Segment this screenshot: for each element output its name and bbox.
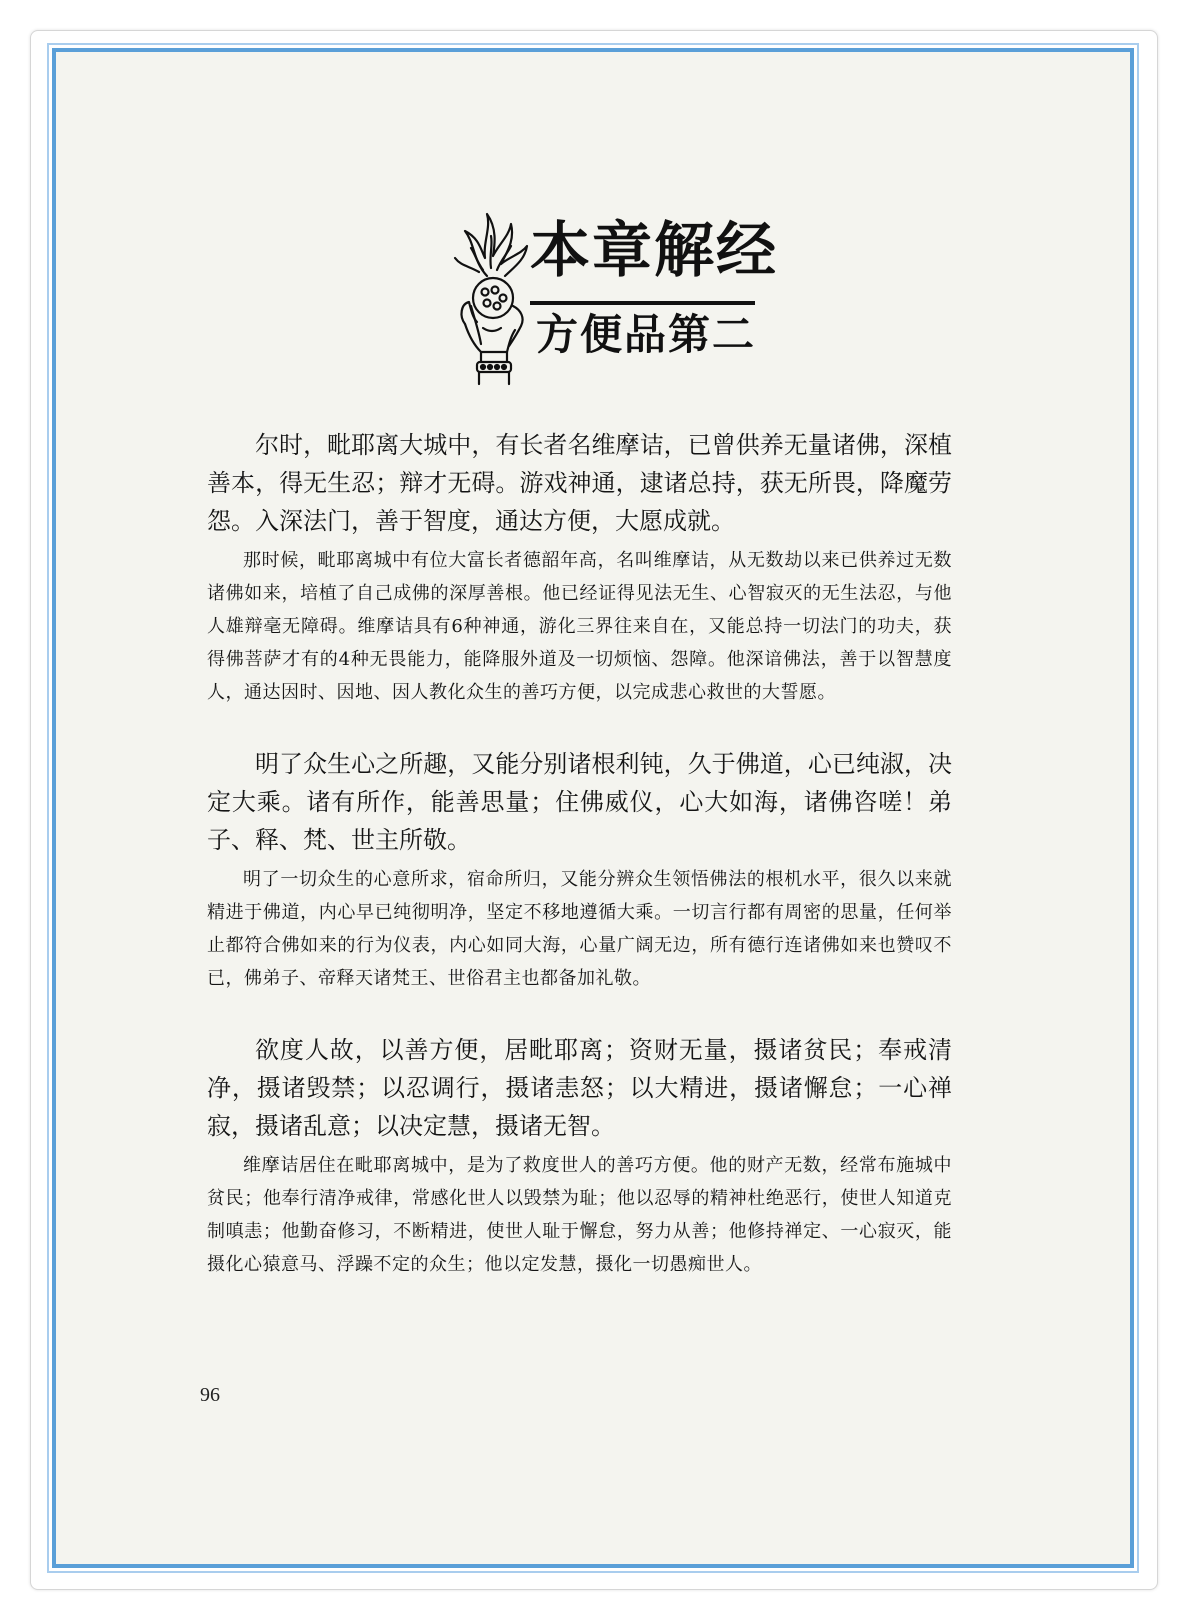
- chapter-subtitle: 方便品第二: [536, 310, 757, 359]
- explanation-text: 明了一切众生的心意所求，宿命所归，又能分辨众生领悟佛法的根机水平，很久以来就精进于佛道，内心早已纯彻明净，坚定不移地遵循大乘。一切言行都有周密的思量，任何举止都符合佛如来的行为仪表，内心如同大海，心量广阔无边，所有德行连诸佛如来也赞叹不已，佛弟子、帝释天诸梵王、世俗君主也都备加礼敬。: [207, 869, 952, 989]
- book-page: [60, 56, 1126, 1560]
- explanation-text: 维摩诘居住在毗耶离城中，是为了救度世人的善巧方便。他的财产无数，经常布施城中贫民；他奉行清净戒律，常感化世人以毁禁为耻；他以忍辱的精神杜绝恶行，使世人知道克制嗔恚；他勤奋修习，不断精进，使世人耻于懈怠，努力从善；他修持禅定、一心寂灭，能摄化心猿意马、浮躁不定的众生；他以定发慧，摄化一切愚痴世人。: [207, 1155, 952, 1275]
- page-content: [207, 426, 952, 1281]
- page-number: 96: [200, 1384, 220, 1406]
- chapter-title: 本章解经: [530, 216, 778, 286]
- passage-block: [207, 745, 952, 995]
- passage-block: [207, 426, 952, 709]
- passage-block: [207, 1031, 952, 1281]
- title-divider: [530, 301, 755, 305]
- sutra-text: 欲度人故，以善方便，居毗耶离；资财无量，摄诸贫民；奉戒清净，摄诸毁禁；以忍调行，摄诸恚怒；以大精进，摄诸懈怠；一心禅寂，摄诸乱意；以决定慧，摄诸无智。: [207, 1036, 952, 1140]
- sutra-text: 尔时，毗耶离大城中，有长者名维摩诘，已曾供养无量诸佛，深植善本，得无生忍；辩才无碍。游戏神通，逮诸总持，获无所畏，降魔劳怨。入深法门，善于智度，通达方便，大愿成就。: [207, 431, 952, 535]
- sutra-text: 明了众生心之所趣，又能分别诸根利钝，久于佛道，心已纯淑，决定大乘。诸有所作，能善思量；住佛威仪，心大如海，诸佛咨嗟！弟子、释、梵、世主所敬。: [207, 750, 952, 854]
- explanation-text: 那时候，毗耶离城中有位大富长者德韶年高，名叫维摩诘，从无数劫以来已供养过无数诸佛如来，培植了自己成佛的深厚善根。他已经证得见法无生、心智寂灭的无生法忍，与他人雄辩毫无障碍。维摩诘具有6种神通，游化三界往来自在，又能总持一切法门的功夫，获得佛菩萨才有的4种无畏能力，能降服外道及一切烦恼、怨障。他深谙佛法，善于以智慧度人，通达因时、因地、因人教化众生的善巧方便，以完成悲心救世的大誓愿。: [207, 550, 952, 703]
